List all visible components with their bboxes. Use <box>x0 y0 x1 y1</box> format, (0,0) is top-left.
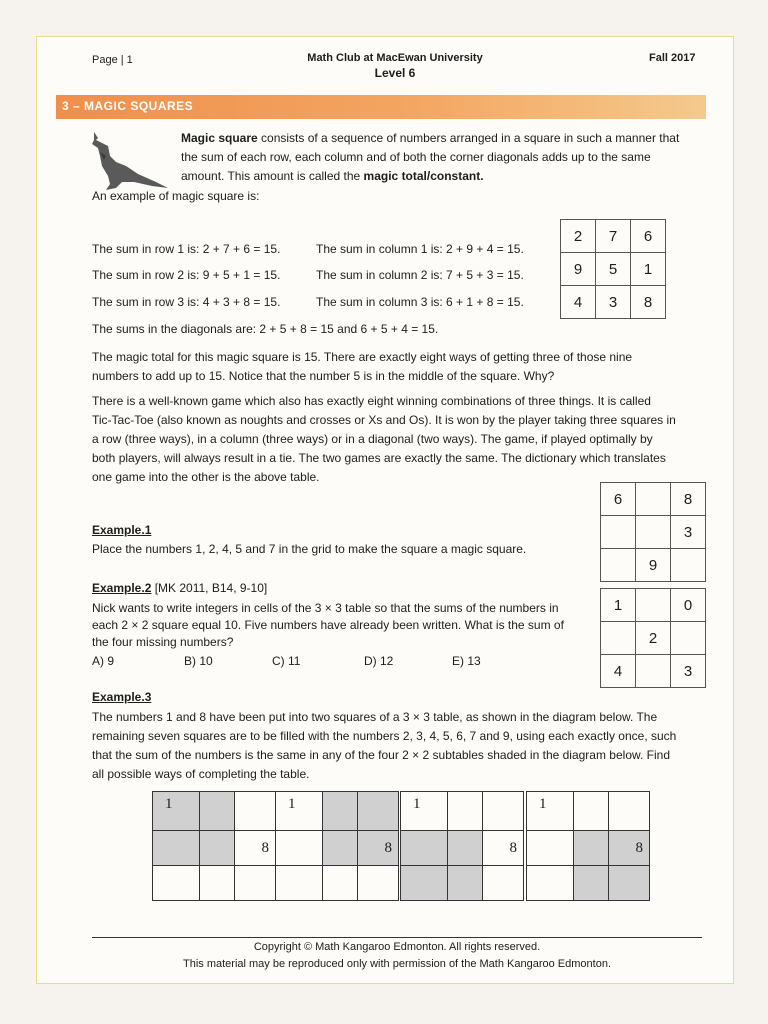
grid-cell: 3 <box>596 286 631 319</box>
grid-cell <box>636 516 671 549</box>
example2-grid <box>600 588 706 688</box>
example3-text <box>92 708 704 784</box>
paragraph-line: remaining seven squares are to be filled with the numbers 2, 3, 4, 5, 6, 7 and 9, using each exactly once, such <box>92 729 677 743</box>
grid-cell <box>527 831 574 866</box>
grid-cell <box>358 792 399 831</box>
grid-cell <box>200 831 235 866</box>
paragraph-tic-tac-toe <box>92 392 704 487</box>
subtable-grid-bottom-left <box>400 791 524 901</box>
grid-cell <box>527 866 574 901</box>
example3-title: Example.3 <box>92 690 152 704</box>
grid-cell <box>601 516 636 549</box>
paragraph-line: Nick wants to write integers in cells of the 3 × 3 table so that the sums of the numbers in <box>92 601 559 615</box>
paragraph-magic-total <box>92 348 704 386</box>
page-number: Page | 1 <box>92 54 133 66</box>
footer-divider <box>92 937 702 938</box>
paragraph-line: a row (three ways), in a column (three ways) or in a diagonal (two ways). The game, if played optimally by <box>92 432 653 446</box>
grid-cell <box>601 549 636 582</box>
col3-sum: The sum in column 3 is: 6 + 1 + 8 = 15. <box>316 295 524 309</box>
paragraph-line: both players, will always result in a tie. The two games are exactly the same. The dictionary which translates <box>92 451 666 465</box>
paragraph-line: that the sum of the numbers is the same in any of the four 2 × 2 subtables shaded in the diagram below. Find <box>92 748 671 762</box>
row2-sum: The sum in row 2 is: 9 + 5 + 1 = 15. <box>92 268 281 282</box>
grid-cell: 6 <box>601 483 636 516</box>
grid-cell <box>448 866 483 901</box>
paragraph-line: all possible ways of completing the table. <box>92 767 310 781</box>
header-term: Fall 2017 <box>649 52 696 64</box>
grid-cell <box>276 831 323 866</box>
grid-cell: 1 <box>153 792 200 831</box>
grid-cell: 2 <box>636 622 671 655</box>
example1-text: Place the numbers 1, 2, 4, 5 and 7 in the grid to make the square a magic square. <box>92 542 527 556</box>
grid-cell: 7 <box>596 220 631 253</box>
grid-cell: 1 <box>601 589 636 622</box>
section-banner <box>56 95 706 119</box>
example2-heading <box>92 579 267 598</box>
grid-cell <box>601 622 636 655</box>
magic-square-term: Magic square <box>181 131 258 145</box>
intro-paragraph <box>181 129 701 186</box>
kangaroo-icon <box>86 130 170 192</box>
grid-cell: 1 <box>276 792 323 831</box>
grid-cell: 9 <box>561 253 596 286</box>
magic-total-term: magic total/constant. <box>363 169 484 183</box>
grid-cell: 8 <box>671 483 706 516</box>
intro-text-1: consists of a sequence of numbers arranged in a square in such a manner that <box>257 131 680 145</box>
row3-sum: The sum in row 3 is: 4 + 3 + 8 = 15. <box>92 295 281 309</box>
grid-cell <box>153 866 200 901</box>
grid-cell: 8 <box>609 831 650 866</box>
grid-cell <box>323 792 358 831</box>
option-e: E) 13 <box>452 654 481 668</box>
grid-cell <box>276 866 323 901</box>
example-intro: An example of magic square is: <box>92 189 260 203</box>
grid-cell <box>448 831 483 866</box>
header-title-line1: Math Club at MacEwan University <box>307 52 483 64</box>
grid-cell: 8 <box>631 286 666 319</box>
option-c: C) 11 <box>272 654 301 668</box>
paragraph-line: Tic-Tac-Toe (also known as noughts and crosses or Xs and Os). It is won by the player taking three squares in <box>92 413 676 427</box>
col1-sum: The sum in column 1 is: 2 + 9 + 4 = 15. <box>316 242 524 256</box>
grid-cell: 2 <box>561 220 596 253</box>
grid-cell <box>323 866 358 901</box>
grid-cell <box>636 589 671 622</box>
example2-ref: [MK 2011, B14, 9-10] <box>151 581 268 595</box>
grid-cell <box>609 792 650 831</box>
grid-cell: 4 <box>601 655 636 688</box>
row1-sum: The sum in row 1 is: 2 + 7 + 6 = 15. <box>92 242 281 256</box>
grid-cell <box>401 831 448 866</box>
grid-cell <box>483 792 524 831</box>
subtable-grid-top-right <box>275 791 399 901</box>
grid-cell <box>323 831 358 866</box>
example1-title: Example.1 <box>92 523 152 537</box>
grid-cell: 9 <box>636 549 671 582</box>
grid-cell <box>401 866 448 901</box>
example1-grid <box>600 482 706 582</box>
paragraph-line: The numbers 1 and 8 have been put into two squares of a 3 × 3 table, as shown in the diagram below. The <box>92 710 658 724</box>
footer-copyright: Copyright © Math Kangaroo Edmonton. All rights reserved. <box>253 941 541 953</box>
grid-cell: 1 <box>527 792 574 831</box>
paragraph-line: numbers to add up to 15. Notice that the number 5 is in the middle of the square. Why? <box>92 369 555 383</box>
paragraph-line: There is a well-known game which also has exactly eight winning combinations of three things. It is called <box>92 394 651 408</box>
grid-cell: 0 <box>671 589 706 622</box>
grid-cell <box>609 866 650 901</box>
grid-cell: 6 <box>631 220 666 253</box>
grid-cell <box>153 831 200 866</box>
grid-cell <box>358 866 399 901</box>
intro-text-3: amount. This amount is called the <box>181 169 364 183</box>
grid-cell: 8 <box>483 831 524 866</box>
grid-cell <box>235 866 276 901</box>
subtable-grid-bottom-right <box>526 791 650 901</box>
grid-cell <box>574 792 609 831</box>
grid-cell: 3 <box>671 516 706 549</box>
grid-cell <box>448 792 483 831</box>
grid-cell: 3 <box>671 655 706 688</box>
grid-cell <box>671 622 706 655</box>
header-title <box>300 52 490 80</box>
paragraph-line: one game into the other is the above table. <box>92 470 320 484</box>
grid-cell <box>636 483 671 516</box>
magic-square-grid <box>560 219 666 319</box>
footer-permission: This material may be reproduced only with permission of the Math Kangaroo Edmonton. <box>183 958 611 970</box>
grid-cell: 4 <box>561 286 596 319</box>
paragraph-line: The magic total for this magic square is 15. There are exactly eight ways of getting three of those nine <box>92 350 633 364</box>
example2-text <box>92 599 592 652</box>
grid-cell <box>200 866 235 901</box>
grid-cell: 5 <box>596 253 631 286</box>
subtable-grid-top-left <box>152 791 276 901</box>
grid-cell: 8 <box>235 831 276 866</box>
option-a: A) 9 <box>92 654 115 668</box>
header-title-line2: Level 6 <box>374 66 416 80</box>
grid-cell <box>483 866 524 901</box>
option-d: D) 12 <box>364 654 394 668</box>
diagonal-sums: The sums in the diagonals are: 2 + 5 + 8 = 15 and 6 + 5 + 4 = 15. <box>92 322 439 336</box>
paragraph-line: the four missing numbers? <box>92 635 234 649</box>
grid-cell: 1 <box>401 792 448 831</box>
grid-cell <box>235 792 276 831</box>
grid-cell: 8 <box>358 831 399 866</box>
grid-cell <box>200 792 235 831</box>
grid-cell: 1 <box>631 253 666 286</box>
example2-title: Example.2 <box>92 581 152 595</box>
col2-sum: The sum in column 2 is: 7 + 5 + 3 = 15. <box>316 268 524 282</box>
grid-cell <box>574 866 609 901</box>
grid-cell <box>671 549 706 582</box>
section-title: 3 – MAGIC SQUARES <box>62 99 194 113</box>
grid-cell <box>636 655 671 688</box>
grid-cell <box>574 831 609 866</box>
intro-text-2: the sum of each row, each column and of both the corner diagonals adds up to the same <box>181 150 651 164</box>
paragraph-line: each 2 × 2 square equal 10. Five numbers have already been written. What is the sum of <box>92 618 564 632</box>
option-b: B) 10 <box>184 654 213 668</box>
